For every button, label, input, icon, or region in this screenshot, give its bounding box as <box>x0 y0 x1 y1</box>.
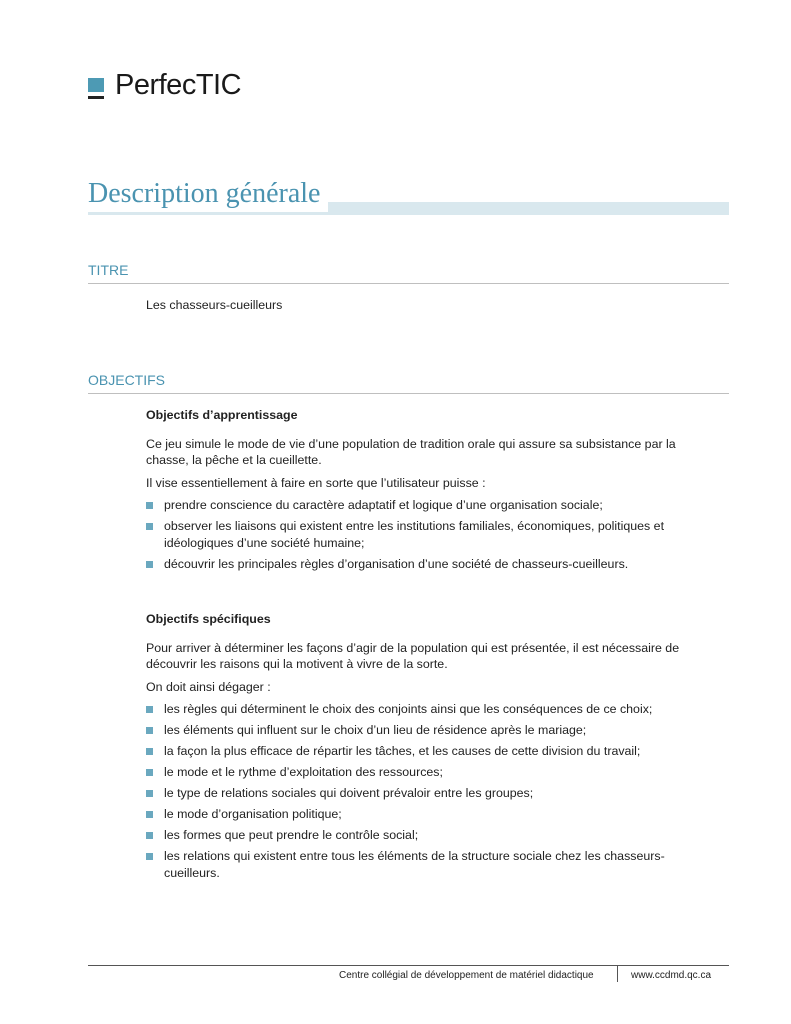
bullet-square-icon <box>146 853 153 860</box>
logo-mark-icon <box>88 78 104 100</box>
list-item-text: le mode et le rythme d’exploitation des ressources; <box>164 765 443 779</box>
list-item <box>146 785 696 802</box>
logo-bar <box>88 96 104 99</box>
bullet-square-icon <box>146 832 153 839</box>
bullet-square-icon <box>146 523 153 530</box>
paragraph: Ce jeu simule le mode de vie d’une population de tradition orale qui assure sa subsistance par la chasse, la pêche et la cueillette. <box>146 436 676 467</box>
list-item-text: les éléments qui influent sur le choix d’un lieu de résidence après le mariage; <box>164 723 587 737</box>
list-item-text: les formes que peut prendre le contrôle social; <box>164 828 419 842</box>
list-item <box>146 556 696 573</box>
list-item <box>146 518 696 551</box>
bullet-square-icon <box>146 727 153 734</box>
titre-value: Les chasseurs-cueilleurs <box>146 298 283 312</box>
section-heading-objectifs: OBJECTIFS <box>88 371 729 394</box>
list-item-text: prendre conscience du caractère adaptatif et logique d’une organisation sociale; <box>164 498 603 512</box>
section-heading-titre: TITRE <box>88 261 729 284</box>
list-item <box>146 848 696 881</box>
paragraph: Pour arriver à déterminer les façons d’agir de la population qui est présentée, il est nécessaire de découvrir les raisons qui la motivent à vivre de la sorte. <box>146 640 680 671</box>
bullet-list <box>146 701 696 881</box>
bullet-square-icon <box>146 790 153 797</box>
list-item <box>146 827 696 844</box>
list-item-text: la façon la plus efficace de répartir les tâches, et les causes de cette division du travail; <box>164 744 641 758</box>
paragraph: On doit ainsi dégager : <box>146 679 271 694</box>
list-item <box>146 764 696 781</box>
titre-content <box>146 297 696 314</box>
bullet-square-icon <box>146 706 153 713</box>
logo-text: PerfecTIC <box>115 69 242 101</box>
bullet-list <box>146 497 696 572</box>
list-item <box>146 497 696 514</box>
list-item <box>146 722 696 739</box>
list-item-text: découvrir les principales règles d’organisation d’une société de chasseurs-cueilleurs. <box>164 556 629 571</box>
list-item <box>146 701 696 718</box>
page-title: Description générale <box>88 176 328 212</box>
list-item-text: le type de relations sociales qui doivent prévaloir entre les groupes; <box>164 786 534 800</box>
list-item-text: les relations qui existent entre tous les éléments de la structure sociale chez les chasseurs-cueilleurs. <box>164 849 665 880</box>
objectifs-apprentissage <box>146 407 696 577</box>
subsection-heading: Objectifs spécifiques <box>146 612 271 626</box>
footer-organization: Centre collégial de développement de matériel didactique <box>339 970 594 981</box>
page-title-block <box>88 176 729 218</box>
list-item-text: observer les liaisons qui existent entre les institutions familiales, économiques, politiques et idéologiques d’une société humaine; <box>164 519 665 550</box>
bullet-square-icon <box>146 811 153 818</box>
paragraph: Il vise essentiellement à faire en sorte que l’utilisateur puisse : <box>146 475 486 490</box>
footer-url-link[interactable]: www.ccdmd.qc.ca <box>631 970 712 981</box>
footer-separator <box>617 966 618 982</box>
objectifs-specifiques <box>146 611 696 886</box>
list-item-text: le mode d’organisation politique; <box>164 807 342 821</box>
bullet-square-icon <box>146 769 153 776</box>
footer-rule <box>88 965 729 966</box>
bullet-square-icon <box>146 748 153 755</box>
list-item <box>146 743 696 760</box>
bullet-square-icon <box>146 502 153 509</box>
bullet-square-icon <box>146 561 153 568</box>
subsection-heading: Objectifs d’apprentissage <box>146 408 298 422</box>
logo-square <box>88 78 104 92</box>
list-item <box>146 806 696 823</box>
list-item-text: les règles qui déterminent le choix des conjoints ainsi que les conséquences de ce choix; <box>164 702 653 716</box>
